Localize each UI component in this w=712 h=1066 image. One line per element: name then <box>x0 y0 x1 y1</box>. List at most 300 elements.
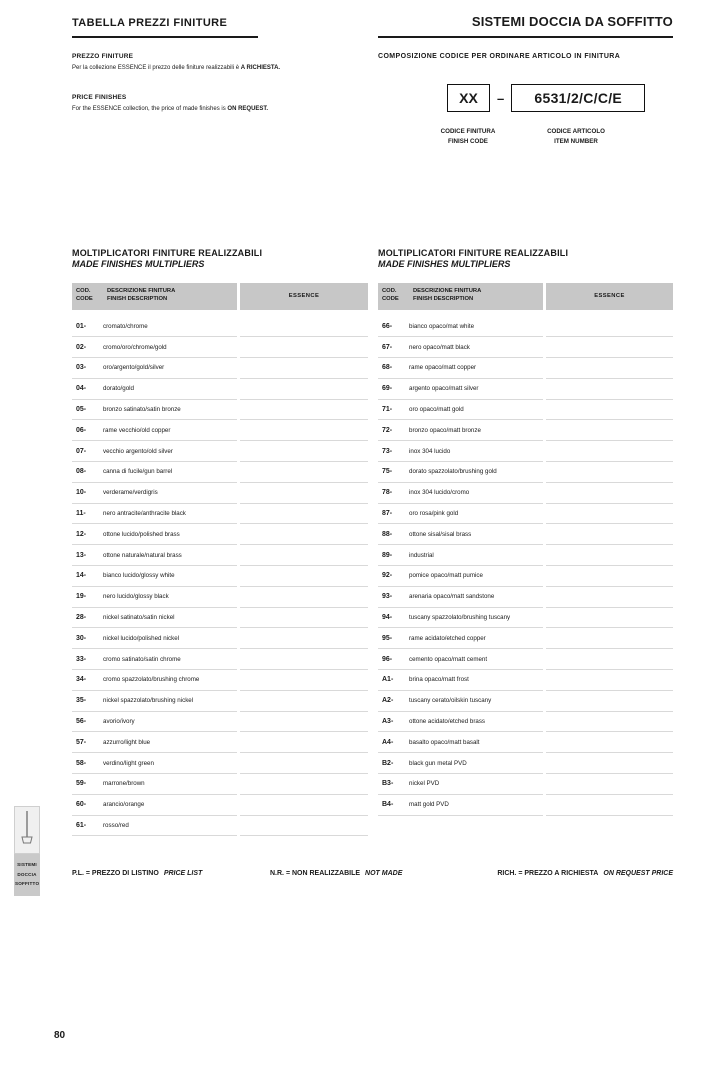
finish-row <box>72 628 368 649</box>
finish-row <box>72 774 368 795</box>
essence-price-cell <box>240 420 368 441</box>
finish-description: avorio/ivory <box>103 718 135 726</box>
legend-item-en: ON REQUEST PRICE <box>603 870 673 877</box>
finish-row-main <box>378 608 543 629</box>
finishes-table-right <box>378 248 673 816</box>
table-header <box>378 283 673 310</box>
essence-price-cell <box>546 524 673 545</box>
finish-row <box>72 400 368 421</box>
legend-item-not-made <box>270 870 402 877</box>
finish-description: ottone naturale/natural brass <box>103 551 182 559</box>
finish-code-label-it: CODICE FINITURA <box>440 128 496 135</box>
finish-description: cemento opaco/matt cement <box>409 655 488 663</box>
essence-price-cell <box>240 337 368 358</box>
page-title-right: SISTEMI DOCCIA DA SOFFITTO <box>471 14 673 29</box>
table-body <box>72 317 368 837</box>
essence-price-cell <box>240 545 368 566</box>
essence-price-cell <box>546 317 673 338</box>
essence-price-cell <box>546 608 673 629</box>
table-title-it: MOLTIPLICATORI FINITURE REALIZZABILI <box>378 248 569 258</box>
finish-row-main <box>72 400 237 421</box>
finish-code: 05- <box>76 406 87 414</box>
finish-row-main <box>378 462 543 483</box>
finish-row-main <box>72 649 237 670</box>
essence-price-cell <box>240 317 368 338</box>
finish-row-main <box>378 649 543 670</box>
finish-description: inox 304 lucido/cromo <box>409 489 470 497</box>
finish-row-main <box>378 732 543 753</box>
finish-row-main <box>72 358 237 379</box>
essence-price-cell <box>240 379 368 400</box>
finish-row <box>378 608 673 629</box>
finish-row <box>72 732 368 753</box>
finish-code: 56- <box>76 718 87 726</box>
col-header-description <box>107 287 175 306</box>
finish-code: 59- <box>76 780 87 788</box>
finish-description: bronzo opaco/matt bronze <box>409 426 481 434</box>
finish-row <box>378 545 673 566</box>
table-header-main <box>378 283 543 310</box>
price-finishes-text-en-bold: ON REQUEST. <box>227 106 269 113</box>
finish-code: 10- <box>76 489 87 497</box>
essence-price-cell <box>240 358 368 379</box>
finish-row-main <box>72 628 237 649</box>
finish-row-main <box>72 462 237 483</box>
essence-price-cell <box>546 545 673 566</box>
finish-row <box>378 337 673 358</box>
finish-row-main <box>378 524 543 545</box>
finish-description: rame vecchio/old copper <box>103 426 171 434</box>
finish-description: nero lucido/glossy black <box>103 593 169 601</box>
essence-price-cell <box>240 691 368 712</box>
essence-price-cell <box>240 483 368 504</box>
finish-code: 60- <box>76 801 87 809</box>
essence-price-cell <box>546 504 673 525</box>
finish-row <box>72 420 368 441</box>
finish-row <box>378 441 673 462</box>
finish-description: nickel PVD <box>409 780 440 788</box>
finish-description: dorato spazzolato/brushing gold <box>409 468 497 476</box>
finish-row <box>378 670 673 691</box>
finish-code: 87- <box>382 510 393 518</box>
finish-row-main <box>72 816 237 837</box>
col-header-description-en: FINISH DESCRIPTION <box>107 296 168 303</box>
finish-row-main <box>378 545 543 566</box>
finish-description: arenaria opaco/matt sandstone <box>409 593 495 601</box>
finish-code-label <box>418 127 518 147</box>
essence-price-cell <box>546 670 673 691</box>
finish-code: 34- <box>76 676 87 684</box>
finish-row <box>72 504 368 525</box>
finish-code: 06- <box>76 426 87 434</box>
finish-row-main <box>72 420 237 441</box>
finish-code: 12- <box>76 530 87 538</box>
finish-row <box>378 712 673 733</box>
finish-code: A4- <box>382 738 394 746</box>
finish-row-main <box>378 337 543 358</box>
section-tab-label <box>14 854 40 896</box>
finish-row-main <box>378 358 543 379</box>
finish-description: cromo satinato/satin chrome <box>103 655 181 663</box>
essence-price-cell <box>546 587 673 608</box>
price-finishes-heading-en: PRICE FINISHES <box>72 94 127 102</box>
finish-code: 95- <box>382 634 393 642</box>
section-tab-line: SISTEMI <box>17 862 37 867</box>
finish-row <box>72 753 368 774</box>
finish-code: B4- <box>382 801 394 809</box>
finish-code: A1- <box>382 676 394 684</box>
finish-code: 19- <box>76 593 87 601</box>
section-tab <box>14 806 40 896</box>
finish-row-main <box>72 483 237 504</box>
col-header-description-en: FINISH DESCRIPTION <box>413 296 474 303</box>
finish-description: ottone acidato/etched brass <box>409 718 486 726</box>
page-title-left: TABELLA PREZZI FINITURE <box>72 17 228 29</box>
finish-row <box>72 462 368 483</box>
finish-row <box>72 358 368 379</box>
section-tab-line: SOFFITTO <box>15 881 40 887</box>
item-number-label-it: CODICE ARTICOLO <box>547 128 605 135</box>
price-finishes-text-en <box>72 105 372 113</box>
essence-price-cell <box>546 420 673 441</box>
finish-row <box>72 524 368 545</box>
finish-code: 69- <box>382 385 393 393</box>
finish-code: 93- <box>382 593 393 601</box>
finish-row-main <box>72 608 237 629</box>
finish-row-main <box>378 753 543 774</box>
essence-price-cell <box>546 358 673 379</box>
item-number-label <box>521 127 631 147</box>
finish-code: 96- <box>382 655 393 663</box>
essence-price-cell <box>240 732 368 753</box>
finish-code: 08- <box>76 468 87 476</box>
essence-price-cell <box>546 795 673 816</box>
finish-row-main <box>378 795 543 816</box>
finish-code: 03- <box>76 364 87 372</box>
finish-row-main <box>72 670 237 691</box>
essence-price-cell <box>240 524 368 545</box>
finish-code: 28- <box>76 614 87 622</box>
finish-row <box>72 587 368 608</box>
finish-description: vecchio argento/old silver <box>103 447 173 455</box>
legend-item-on-request <box>497 870 673 877</box>
finish-row <box>378 400 673 421</box>
finish-description: tuscany cerato/oilskin tuscany <box>409 697 492 705</box>
finish-description: oro rosa/pink gold <box>409 510 459 518</box>
finish-row-main <box>378 566 543 587</box>
essence-price-cell <box>240 712 368 733</box>
finish-row-main <box>378 483 543 504</box>
col-header-essence: ESSENCE <box>240 283 368 310</box>
table-title-en: MADE FINISHES MULTIPLIERS <box>378 259 511 270</box>
finish-row-main <box>378 587 543 608</box>
finish-row-main <box>378 712 543 733</box>
finish-code: 67- <box>382 343 393 351</box>
essence-price-cell <box>546 379 673 400</box>
essence-price-cell <box>546 337 673 358</box>
finish-row <box>72 691 368 712</box>
finish-code: A3- <box>382 718 394 726</box>
finish-row-main <box>72 379 237 400</box>
price-finishes-text-it <box>72 64 372 72</box>
finish-description: basalto opaco/matt basalt <box>409 738 480 746</box>
finish-description: oro/argento/gold/silver <box>103 364 165 372</box>
finish-description: black gun metal PVD <box>409 759 467 767</box>
finish-row <box>72 441 368 462</box>
finish-row-main <box>378 774 543 795</box>
finish-code: 13- <box>76 551 87 559</box>
finish-row <box>72 545 368 566</box>
finish-row-main <box>72 795 237 816</box>
essence-price-cell <box>240 462 368 483</box>
code-composition-heading: COMPOSIZIONE CODICE PER ORDINARE ARTICOLO IN FINITURA <box>378 53 621 60</box>
finish-description: dorato/gold <box>103 385 134 393</box>
finish-code: 58- <box>76 759 87 767</box>
essence-price-cell <box>240 649 368 670</box>
table-title-it: MOLTIPLICATORI FINITURE REALIZZABILI <box>72 248 263 258</box>
finish-description: bronzo satinato/satin bronze <box>103 406 181 414</box>
table-body <box>378 317 673 816</box>
essence-price-cell <box>240 628 368 649</box>
ceiling-shower-icon <box>14 806 40 854</box>
price-finishes-heading-it: PREZZO FINITURE <box>72 53 134 60</box>
col-header-code-en: CODE <box>76 296 93 303</box>
finish-row-main <box>378 670 543 691</box>
finish-description: rosso/red <box>103 822 129 830</box>
finish-code: 11- <box>76 510 86 518</box>
finish-row <box>72 649 368 670</box>
finish-code: 57- <box>76 738 87 746</box>
finish-code-label-en: FINISH CODE <box>448 137 488 145</box>
finish-row-main <box>378 441 543 462</box>
finish-code: 92- <box>382 572 393 580</box>
finish-row <box>378 774 673 795</box>
finish-row <box>378 566 673 587</box>
left-title-rule <box>72 36 258 38</box>
section-tab-line: DOCCIA <box>17 871 37 877</box>
finish-code: 04- <box>76 385 87 393</box>
col-header-description-it: DESCRIZIONE FINITURA <box>413 287 482 294</box>
finish-row-main <box>72 691 237 712</box>
finish-code: 75- <box>382 468 393 476</box>
price-finishes-text-it-body: Per la collezione ESSENCE il prezzo delle finiture realizzabili è <box>72 65 240 71</box>
finish-row-main <box>72 732 237 753</box>
right-title-rule <box>378 36 673 38</box>
finish-code: 66- <box>382 322 393 330</box>
finish-row <box>378 649 673 670</box>
finish-code: 71- <box>382 406 393 414</box>
finish-row <box>378 732 673 753</box>
finish-row <box>378 587 673 608</box>
price-finishes-text-en-body: For the ESSENCE collection, the price of made finishes is <box>72 106 226 113</box>
finish-row <box>72 712 368 733</box>
essence-price-cell <box>240 400 368 421</box>
finish-description: rame acidato/etched copper <box>409 634 486 642</box>
finish-code: 68- <box>382 364 393 372</box>
finish-description: nickel satinato/satin nickel <box>103 614 175 622</box>
finish-row-main <box>378 504 543 525</box>
col-header-code <box>76 287 107 306</box>
essence-price-cell <box>546 566 673 587</box>
finish-description: azzurro/light blue <box>103 738 151 746</box>
finish-description: brina opaco/matt frost <box>409 676 469 684</box>
legend-item-it: RICH. = PREZZO A RICHIESTA <box>497 870 599 877</box>
col-header-code-it: COD. <box>382 287 397 294</box>
table-title-en: MADE FINISHES MULTIPLIERS <box>72 259 205 270</box>
finish-code: 01- <box>76 322 87 330</box>
legend <box>72 870 673 882</box>
essence-price-cell <box>546 400 673 421</box>
finish-row <box>72 566 368 587</box>
col-header-essence: ESSENCE <box>546 283 673 310</box>
finish-row-main <box>72 545 237 566</box>
finish-description: rame opaco/matt copper <box>409 364 477 372</box>
finish-row-main <box>72 317 237 338</box>
finish-row-main <box>378 379 543 400</box>
finish-description: industrial <box>409 551 434 559</box>
finish-row-main <box>72 441 237 462</box>
essence-price-cell <box>240 608 368 629</box>
col-header-code-it: COD. <box>76 287 91 294</box>
finish-description: arancio/orange <box>103 801 145 809</box>
legend-item-it: P.L. = PREZZO DI LISTINO <box>72 870 159 877</box>
finish-code: 61- <box>76 822 87 830</box>
col-header-description <box>413 287 481 306</box>
col-header-description-it: DESCRIZIONE FINITURA <box>107 287 176 294</box>
col-header-code-en: CODE <box>382 296 399 303</box>
finish-row <box>378 379 673 400</box>
finish-code: B2- <box>382 759 394 767</box>
finish-row-main <box>378 400 543 421</box>
finish-row <box>72 670 368 691</box>
finish-code: B3- <box>382 780 394 788</box>
finish-row <box>72 795 368 816</box>
finish-description: canna di fucile/gun barrel <box>103 468 173 476</box>
finish-row-main <box>72 753 237 774</box>
finish-code: 73- <box>382 447 393 455</box>
finish-description: nero opaco/matt black <box>409 343 470 351</box>
finish-description: pomice opaco/matt pumice <box>409 572 483 580</box>
essence-price-cell <box>546 691 673 712</box>
finish-description: cromato/chrome <box>103 322 148 330</box>
finish-row <box>378 358 673 379</box>
finish-description: verderame/verdigris <box>103 489 158 497</box>
finish-row-main <box>378 691 543 712</box>
finish-row <box>378 524 673 545</box>
table-header <box>72 283 368 310</box>
finish-row <box>378 462 673 483</box>
essence-price-cell <box>240 753 368 774</box>
finish-row-main <box>72 774 237 795</box>
page-number: 80 <box>54 1030 66 1041</box>
finish-code: 35- <box>76 697 87 705</box>
essence-price-cell <box>240 587 368 608</box>
finish-description: argento opaco/matt silver <box>409 385 479 393</box>
finish-row <box>378 504 673 525</box>
essence-price-cell <box>546 483 673 504</box>
finish-code: 94- <box>382 614 393 622</box>
essence-price-cell <box>240 774 368 795</box>
essence-price-cell <box>240 566 368 587</box>
finish-row <box>72 317 368 338</box>
finish-row <box>72 379 368 400</box>
finish-row <box>378 691 673 712</box>
finish-row <box>72 483 368 504</box>
finish-row-main <box>72 566 237 587</box>
col-header-code <box>382 287 413 306</box>
finish-description: nero antracite/anthracite black <box>103 510 186 518</box>
legend-item-en: NOT MADE <box>365 870 403 877</box>
finish-description: tuscany spazzolato/brushing tuscany <box>409 614 511 622</box>
finish-row <box>72 816 368 837</box>
finish-code-box: XX <box>447 84 490 112</box>
finish-code: 14- <box>76 572 87 580</box>
finish-description: cromo/oro/chrome/gold <box>103 343 167 351</box>
finish-code: 72- <box>382 426 393 434</box>
finish-description: ottone lucido/polished brass <box>103 530 180 538</box>
finish-code: 89- <box>382 551 393 559</box>
finish-row <box>378 753 673 774</box>
finish-description: inox 304 lucido <box>409 447 451 455</box>
finish-row-main <box>72 337 237 358</box>
finishes-table-left <box>72 248 368 836</box>
table-header-main <box>72 283 237 310</box>
price-finishes-note <box>72 53 372 136</box>
essence-price-cell <box>546 462 673 483</box>
finish-row-main <box>72 712 237 733</box>
finish-code: 30- <box>76 634 87 642</box>
finish-description: bianco opaco/mat white <box>409 322 475 330</box>
finish-code: 07- <box>76 447 87 455</box>
finish-description: bianco lucido/glossy white <box>103 572 175 580</box>
finish-description: marrone/brown <box>103 780 145 788</box>
finish-row-main <box>72 524 237 545</box>
essence-price-cell <box>240 670 368 691</box>
code-separator: – <box>497 90 505 106</box>
essence-price-cell <box>546 712 673 733</box>
essence-price-cell <box>546 628 673 649</box>
finish-row <box>378 795 673 816</box>
finish-description: cromo spazzolato/brushing chrome <box>103 676 200 684</box>
essence-price-cell <box>546 441 673 462</box>
essence-price-cell <box>546 732 673 753</box>
code-composition-example <box>447 84 645 112</box>
legend-item-price-list <box>72 870 202 877</box>
essence-price-cell <box>546 753 673 774</box>
finish-code: 02- <box>76 343 87 351</box>
essence-price-cell <box>546 649 673 670</box>
legend-item-it: N.R. = NON REALIZZABILE <box>270 870 361 877</box>
item-number-label-en: ITEM NUMBER <box>554 137 598 145</box>
finish-row <box>378 628 673 649</box>
essence-price-cell <box>240 441 368 462</box>
finish-row <box>72 608 368 629</box>
finish-description: oro opaco/matt gold <box>409 406 464 414</box>
finish-row-main <box>378 317 543 338</box>
legend-item-en: PRICE LIST <box>163 870 203 877</box>
finish-code: 88- <box>382 530 393 538</box>
finish-row-main <box>72 587 237 608</box>
item-code-box: 6531/2/C/C/E <box>511 84 645 112</box>
finish-row <box>378 483 673 504</box>
essence-price-cell <box>240 795 368 816</box>
essence-price-cell <box>240 816 368 837</box>
finish-row-main <box>378 628 543 649</box>
finish-description: nickel spazzolato/brushing nickel <box>103 697 194 705</box>
finish-code: A2- <box>382 697 394 705</box>
finish-code: 33- <box>76 655 87 663</box>
price-finishes-text-it-bold: A RICHIESTA. <box>240 65 281 71</box>
